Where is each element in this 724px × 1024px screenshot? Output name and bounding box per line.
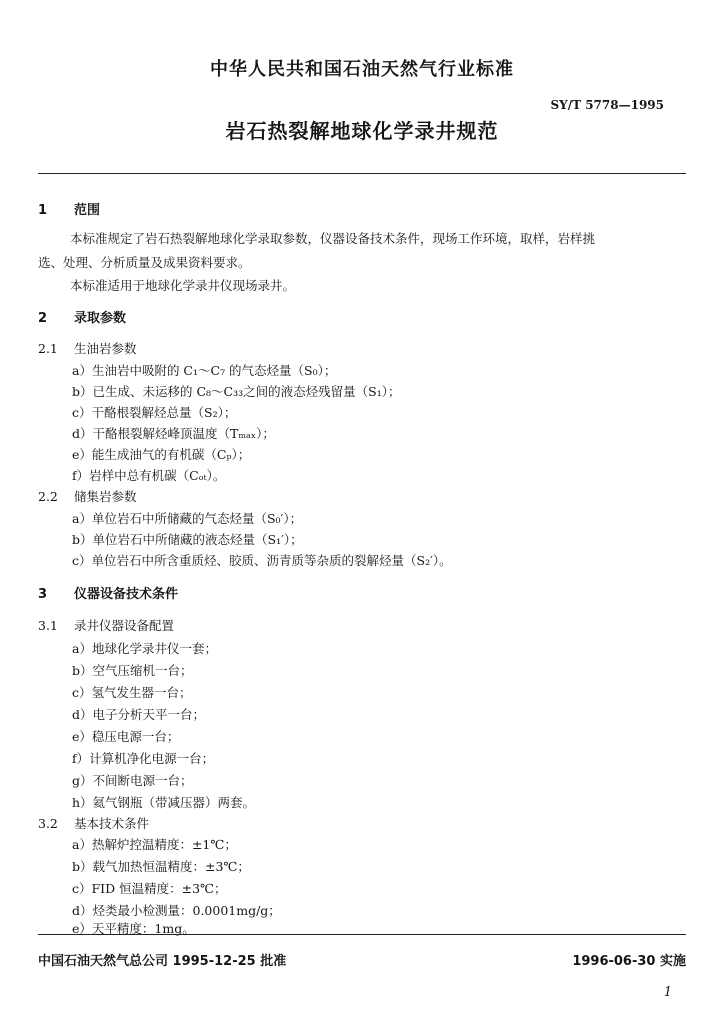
list-item: f）计算机净化电源一台；	[72, 751, 215, 766]
list-item: f）岩样中总有机碳（Cₒₜ）。	[72, 468, 226, 483]
document-title: 岩石热裂解地球化学录井规范	[225, 119, 499, 143]
header-divider	[38, 173, 686, 174]
subsection-3-2-heading	[38, 815, 149, 833]
list-item: h）氦气钢瓶（带减压器）两套。	[72, 795, 256, 810]
list-item: b）载气加热恒温精度：±3℃；	[72, 859, 250, 874]
section-title: 仪器设备技术条件	[74, 587, 179, 602]
list-item: d）电子分析天平一台；	[72, 707, 206, 722]
section-title: 录取参数	[74, 311, 127, 326]
list-item: d）干酪根裂解烃峰顶温度（Tₘₐₓ）；	[72, 426, 275, 441]
paragraph-line: 本标准适用于地球化学录井仪现场录井。	[70, 278, 296, 293]
section-1-heading	[38, 202, 100, 220]
list-item: a）单位岩石中所储藏的气态烃量（S₀′）；	[72, 511, 303, 526]
list-item: a）地球化学录井仪一套；	[72, 641, 217, 656]
approval-statement: 中国石油天然气总公司 1995-12-25 批准	[38, 954, 287, 969]
paragraph-line: 本标准规定了岩石热裂解地球化学录取参数，仪器设备技术条件，现场工作环境，取样，岩样挑	[70, 231, 596, 246]
section-number: 2	[38, 311, 48, 326]
subsection-number: 3.2	[38, 816, 58, 831]
list-item: c）氢气发生器一台；	[72, 685, 192, 700]
list-item: d）烃类最小检测量：0.0001mg/g；	[72, 903, 281, 918]
subsection-title: 储集岩参数	[74, 489, 137, 504]
subsection-title: 基本技术条件	[74, 816, 150, 831]
implementation-date: 1996-06-30 实施	[572, 954, 686, 969]
footer-divider	[38, 934, 686, 935]
list-item: e）能生成油气的有机碳（Cₚ）；	[72, 447, 251, 462]
list-item: g）不间断电源一台；	[72, 773, 193, 788]
list-item: c）单位岩石中所含重质烃、胶质、沥青质等杂质的裂解烃量（S₂′）。	[72, 553, 452, 568]
subsection-2-2-heading	[38, 488, 137, 506]
list-item: b）已生成、未运移的 C₈～C₃₃之间的液态烃残留量（S₁）；	[72, 384, 401, 399]
subsection-number: 2.1	[38, 341, 58, 356]
subsection-number: 2.2	[38, 489, 58, 504]
section-number: 3	[38, 587, 48, 602]
list-item: e）稳压电源一台；	[72, 729, 180, 744]
subsection-3-1-heading	[38, 617, 174, 635]
section-title: 范围	[74, 203, 101, 218]
section-3-heading	[38, 586, 178, 604]
list-item: c）FID 恒温精度：±3℃；	[72, 881, 227, 896]
subsection-title: 录井仪器设备配置	[74, 618, 175, 633]
list-item: a）热解炉控温精度：±1℃；	[72, 837, 237, 852]
subsection-title: 生油岩参数	[74, 341, 137, 356]
standard-category-header: 中华人民共和国石油天然气行业标准	[210, 59, 514, 80]
subsection-2-1-heading	[38, 340, 137, 358]
standard-code: SY/T 5778—1995	[550, 98, 664, 112]
list-item: b）空气压缩机一台；	[72, 663, 193, 678]
section-number: 1	[38, 203, 48, 218]
paragraph-line: 选、处理、分析质量及成果资料要求。	[38, 255, 251, 270]
list-item: b）单位岩石中所储藏的液态烃量（S₁′）；	[72, 532, 303, 547]
section-2-heading	[38, 310, 126, 328]
list-item: c）干酪根裂解烃总量（S₂）；	[72, 405, 237, 420]
list-item: e）天平精度：1mg。	[72, 921, 195, 936]
list-item: a）生油岩中吸附的 C₁～C₇ 的气态烃量（S₀）；	[72, 363, 337, 378]
page-number: 1	[663, 985, 672, 1000]
subsection-number: 3.1	[38, 618, 58, 633]
